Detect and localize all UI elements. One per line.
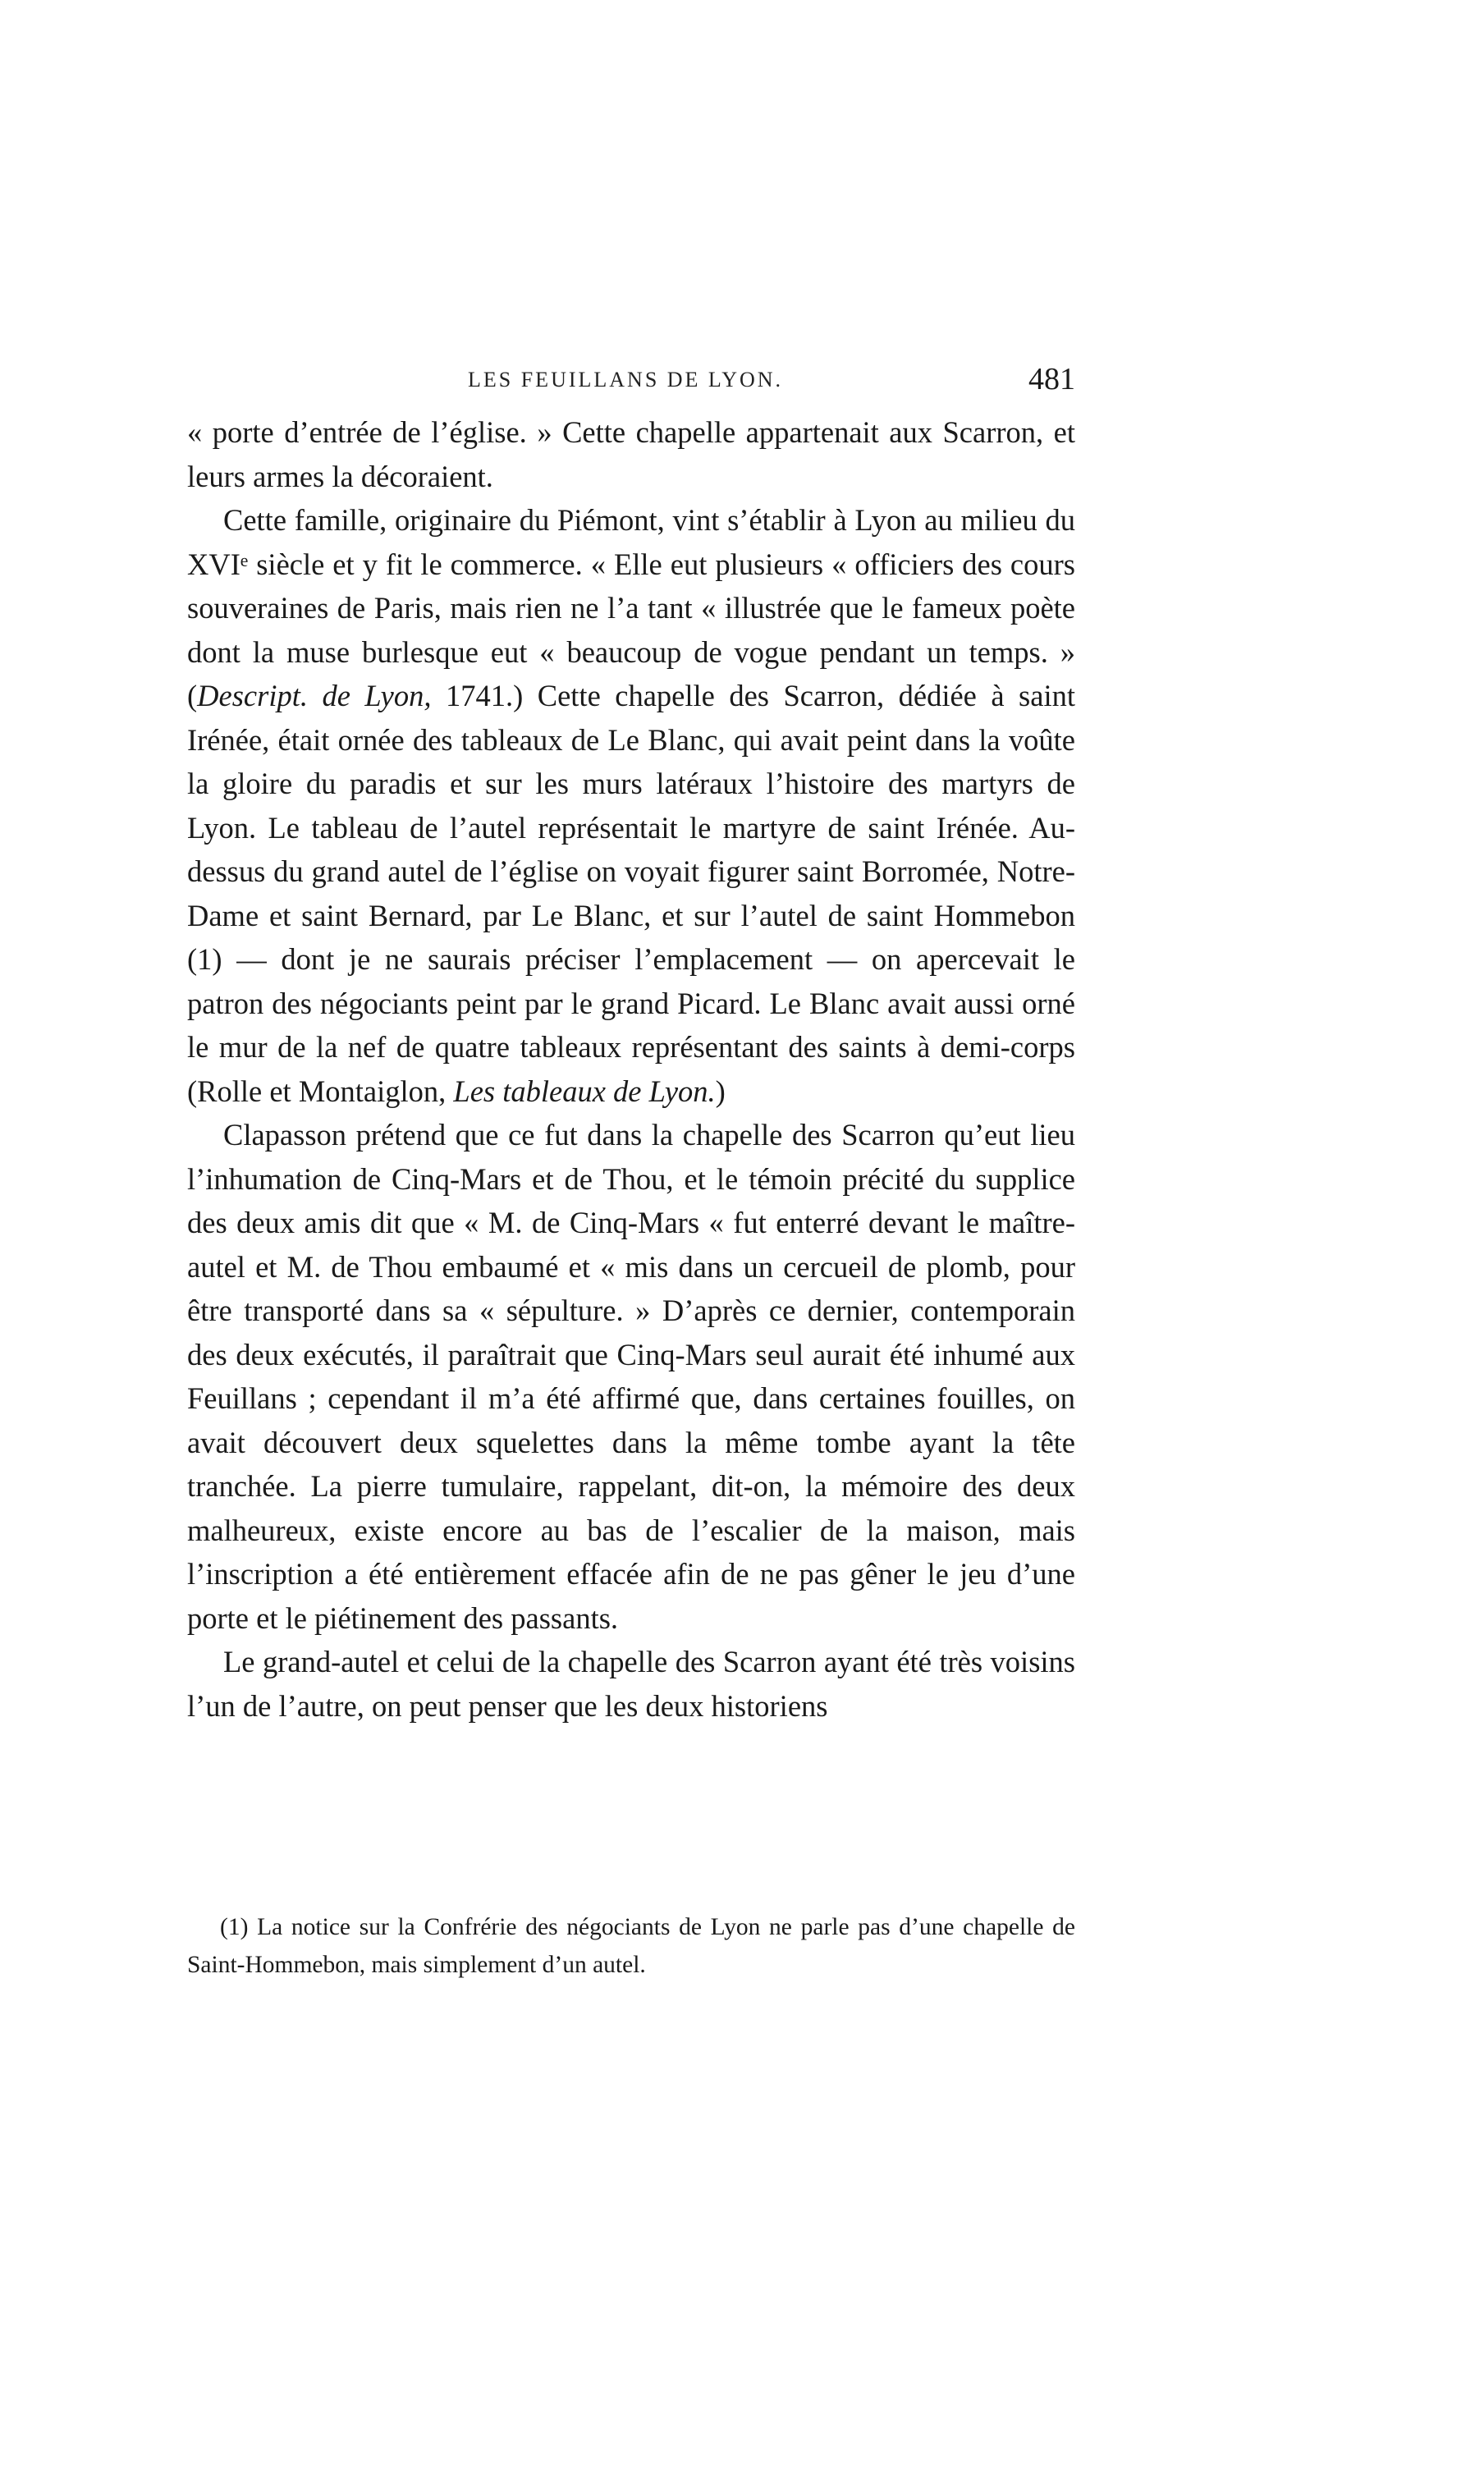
page-number: 481 xyxy=(1028,362,1075,396)
italic-citation: Descript. de Lyon, xyxy=(197,679,432,712)
text-run: 1741.) Cette chapelle des Scarron, dédiée à saint Irénée, était ornée des tableaux de Le Blanc, qui avait peint dans la voûte la gloire du paradis et sur les murs latéraux l’histoire des martyrs de Lyon. Le tableau de l’autel représentait le martyre de saint Irénée. Au-dessus du grand autel de l’église on voyait figurer saint Borromée, Notre-Dame et saint Bernard, par Le Blanc, et sur l’autel de saint Hommebon (1) — dont je ne saurais préciser l’emplacement — on apercevait le patron des négociants peint par le grand Picard. Le Blanc avait aussi orné le mur de la nef de quatre tableaux représentant des saints à demi-corps (Rolle et Montaiglon, xyxy=(187,679,1075,1108)
footnote: (1) La notice sur la Confrérie des négociants de Lyon ne parle pas d’une chapelle de Saint-Hommebon, mais simplement d’un autel. xyxy=(187,1914,1075,1978)
body-text xyxy=(187,410,1075,1728)
text-run: Clapasson prétend que ce fut dans la chapelle des Scarron qu’eut lieu l’inhumation de Cinq-Mars et de Thou, et le témoin précité du supplice des deux amis dit que « M. de Cinq-Mars « fut enterré devant le maître-autel et M. de Thou embaumé et « mis dans un cercueil de plomb, pour être transporté dans sa « sépulture. » D’après ce dernier, contemporain des deux exécutés, il paraîtrait que Cinq-Mars seul aurait été inhumé aux Feuillans ; cependant il m’a été affirmé que, dans certaines fouilles, on avait découvert deux squelettes dans la même tombe ayant la tête tranchée. La pierre tumulaire, rappelant, dit-on, la mémoire des deux malheureux, existe encore au bas de l’escalier de la maison, mais l’inscription a été entièrement effacée afin de ne pas gêner le jeu d’une porte et le piétinement des passants. xyxy=(187,1118,1075,1635)
footnotes xyxy=(187,1908,1075,1984)
paragraph xyxy=(187,1113,1075,1640)
text-run: ) xyxy=(715,1074,726,1108)
text-run: Le grand-autel et celui de la chapelle des Scarron ayant été très voisins l’un de l’autre, on peut penser que les deux historiens xyxy=(187,1645,1075,1723)
paragraph xyxy=(187,1640,1075,1728)
running-head xyxy=(189,361,1075,402)
text-run: « porte d’entrée de l’église. » Cette chapelle appartenait aux Scarron, et leurs armes la décoraient. xyxy=(187,415,1075,493)
italic-citation: Les tableaux de Lyon. xyxy=(453,1074,716,1108)
text-run: Cette famille, originaire du Piémont, vint s’établir à Lyon au milieu du XVIᵉ siècle et y fit le commerce. « Elle eut plusieurs « officiers des cours souveraines de Paris, mais rien ne l’a tant « illustrée que le fameux poète dont la muse burlesque eut « beaucoup de vogue pendant un temps. » ( xyxy=(187,503,1075,712)
paragraph xyxy=(187,498,1075,1113)
paragraph xyxy=(187,410,1075,498)
running-title: LES FEUILLANS DE LYON. xyxy=(468,368,784,392)
